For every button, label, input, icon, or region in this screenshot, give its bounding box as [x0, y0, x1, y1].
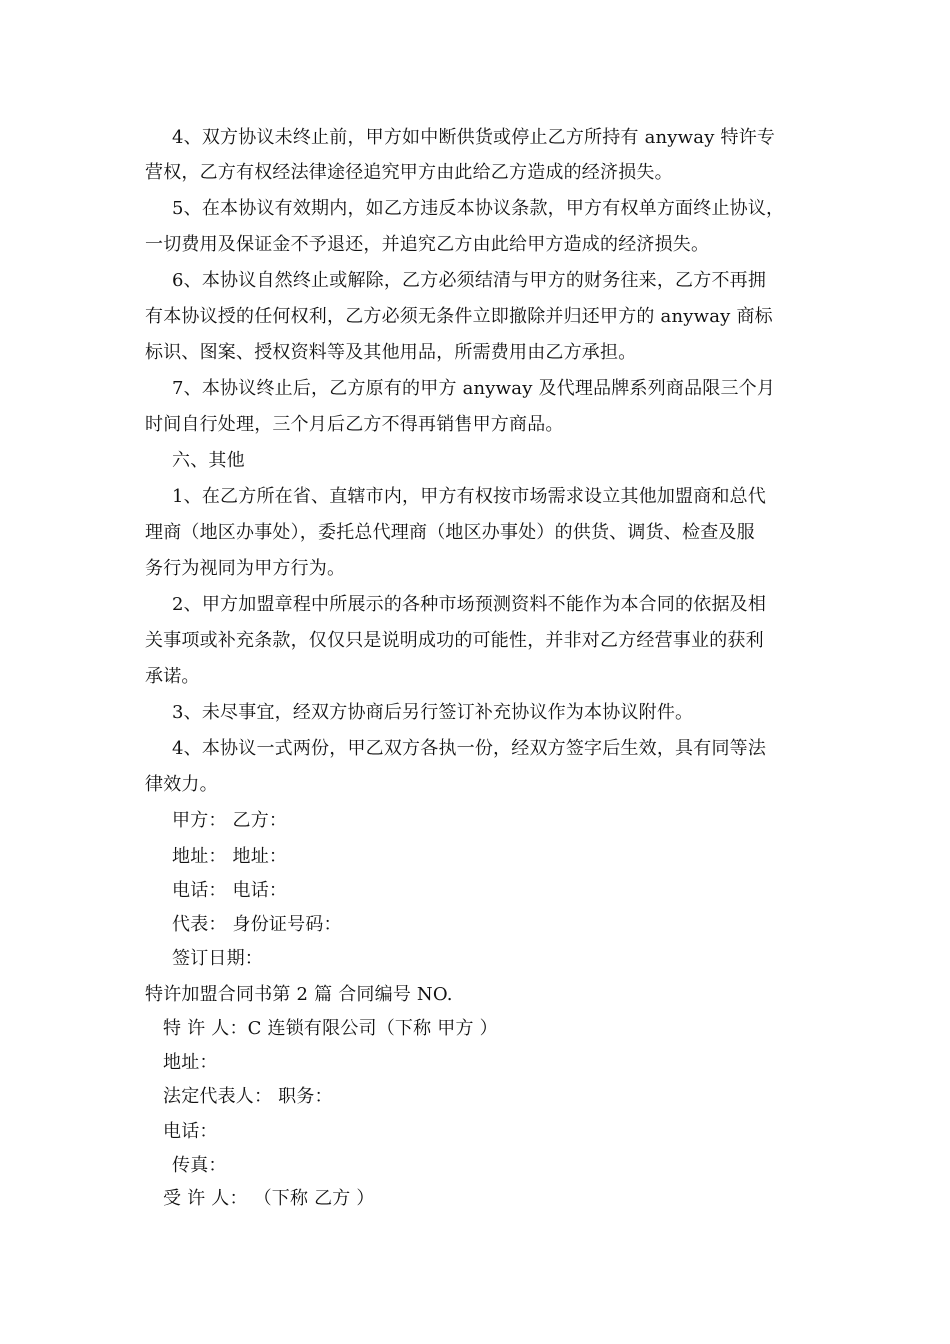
section-6-heading: 六、其他 — [172, 450, 245, 471]
clause-5-6-line-3: 标识、图案、授权资料等及其他用品，所需费用由乙方承担。 — [145, 342, 637, 363]
clause-6-1-line-1: 1、在乙方所在省、直辖市内，甲方有权按市场需求设立其他加盟商和总代 — [172, 486, 767, 507]
signature-party-line: 甲方： 乙方： — [172, 810, 288, 831]
clause-6-4-line-1: 4、本协议一式两份，甲乙双方各执一份，经双方签字后生效，具有同等法 — [172, 738, 767, 759]
clause-6-2-line-3: 承诺。 — [145, 666, 200, 687]
franchisor-phone-line: 电话： — [163, 1121, 218, 1142]
clause-5-7-line-1: 7、本协议终止后，乙方原有的甲方 anyway 及代理品牌系列商品限三个月 — [172, 378, 776, 399]
clause-6-4-line-2: 律效力。 — [145, 774, 218, 795]
franchisor-address-line: 地址： — [163, 1052, 218, 1073]
clause-6-1-line-2: 理商（地区办事处），委托总代理商（地区办事处）的供货、调货、检查及服 — [145, 522, 755, 543]
clause-5-6-line-1: 6、本协议自然终止或解除，乙方必须结清与甲方的财务往来，乙方不再拥 — [172, 270, 767, 291]
signature-phone-line: 电话： 电话： — [172, 880, 288, 901]
clause-6-2-line-2: 关事项或补充条款，仅仅只是说明成功的可能性，并非对乙方经营事业的获利 — [145, 630, 764, 651]
franchisor-line: 特 许 人：C 连锁有限公司（下称 甲方 ） — [163, 1018, 498, 1039]
clause-6-3-line-1: 3、未尽事宜，经双方协商后另行签订补充协议作为本协议附件。 — [172, 702, 694, 723]
clause-5-4-line-2: 营权，乙方有权经法律途径追究甲方由此给乙方造成的经济损失。 — [145, 162, 673, 183]
contract-2-title: 特许加盟合同书第 2 篇 合同编号 NO. — [145, 984, 453, 1005]
franchisee-line: 受 许 人： （下称 乙方 ） — [163, 1188, 375, 1209]
signature-date-line: 签订日期： — [172, 948, 263, 969]
clause-5-5-line-1: 5、在本协议有效期内，如乙方违反本协议条款，甲方有权单方面终止协议， — [172, 198, 785, 219]
clause-5-7-line-2: 时间自行处理，三个月后乙方不得再销售甲方商品。 — [145, 414, 564, 435]
clause-5-4-line-1: 4、双方协议未终止前，甲方如中断供货或停止乙方所持有 anyway 特许专 — [172, 127, 776, 148]
clause-6-1-line-3: 务行为视同为甲方行为。 — [145, 558, 346, 579]
clause-5-5-line-2: 一切费用及保证金不予退还，并追究乙方由此给甲方造成的经济损失。 — [145, 234, 710, 255]
franchisor-fax-line: 传真： — [172, 1155, 227, 1176]
signature-address-line: 地址： 地址： — [172, 846, 288, 867]
clause-6-2-line-1: 2、甲方加盟章程中所展示的各种市场预测资料不能作为本合同的依据及相 — [172, 594, 767, 615]
clause-5-6-line-2: 有本协议授的任何权利，乙方必须无条件立即撤除并归还甲方的 anyway 商标 — [145, 306, 773, 327]
legal-representative-line: 法定代表人： 职务： — [163, 1086, 333, 1107]
signature-representative-line: 代表： 身份证号码： — [172, 914, 342, 935]
